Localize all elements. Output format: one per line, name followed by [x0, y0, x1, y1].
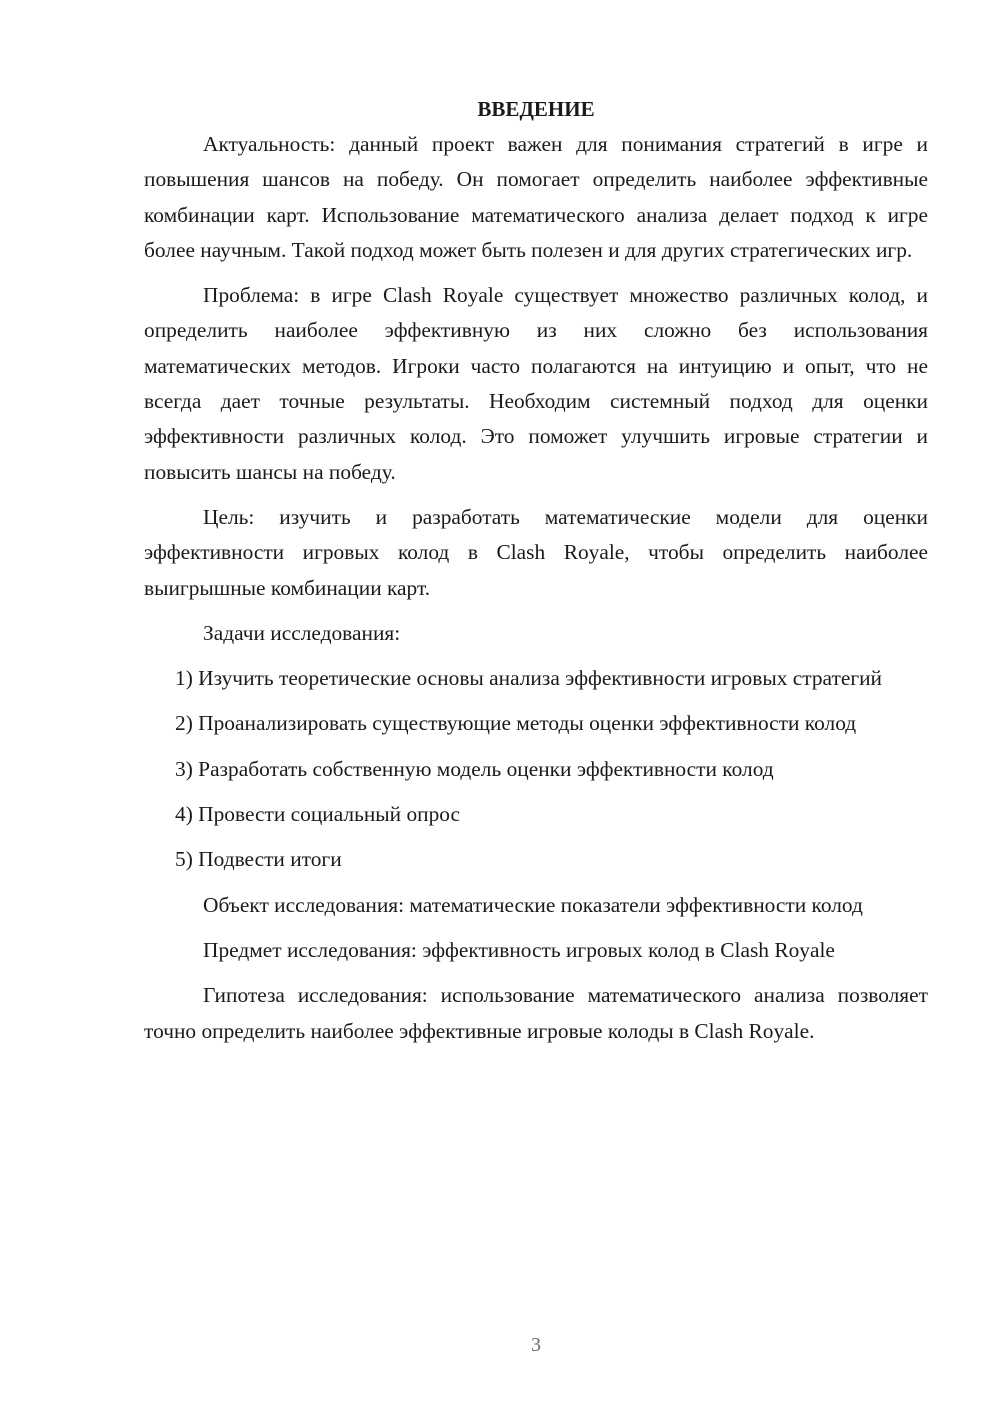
document-page [144, 92, 928, 1059]
task-item: 1) Изучить теоретические основы анализа эффективности игровых стратегий [175, 666, 883, 691]
paragraph-goal: Цель: изучить и разработать математические модели для оценки эффективности игровых колод в Clash Royale, чтобы определить наиболее выигрышные комбинации карт. [144, 504, 928, 600]
task-item: 3) Разработать собственную модель оценки эффективности колод [175, 756, 774, 781]
paragraph-hypothesis: Гипотеза исследования: использование математического анализа позволяет точно определить наиболее эффективные игровые колоды в Clash Royale. [144, 983, 928, 1043]
section-title: ВВЕДЕНИЕ [477, 97, 595, 121]
task-item: 4) Провести социальный опрос [175, 802, 461, 827]
paragraph-problem: Проблема: в игре Clash Royale существует множество различных колод, и определить наиболее эффективную из них сложно без использования математических методов. Игроки часто полагаются на интуицию и опыт, что не всегда дает точные результаты. Необходим системный подход для оценки эффективности различных колод. Это поможет улучшить игровые стратегии и повысить шансы на победу. [144, 283, 928, 484]
task-item: 5) Подвести итоги [175, 847, 342, 872]
tasks-list [144, 661, 928, 877]
paragraph-relevance: Актуальность: данный проект важен для понимания стратегий в игре и повышения шансов на победу. Он помогает определить наиболее эффективные комбинации карт. Использование математического анализа делает подход к игре более научным. Такой подход может быть полезен и для других стратегических игр. [144, 132, 928, 262]
task-item: 2) Проанализировать существующие методы оценки эффективности колод [175, 711, 857, 736]
page-number: 3 [531, 1334, 541, 1356]
paragraph-subject: Предмет исследования: эффективность игровых колод в Clash Royale [203, 937, 835, 962]
paragraph-object: Объект исследования: математические показатели эффективности колод [203, 892, 863, 917]
tasks-heading: Задачи исследования: [203, 620, 401, 645]
